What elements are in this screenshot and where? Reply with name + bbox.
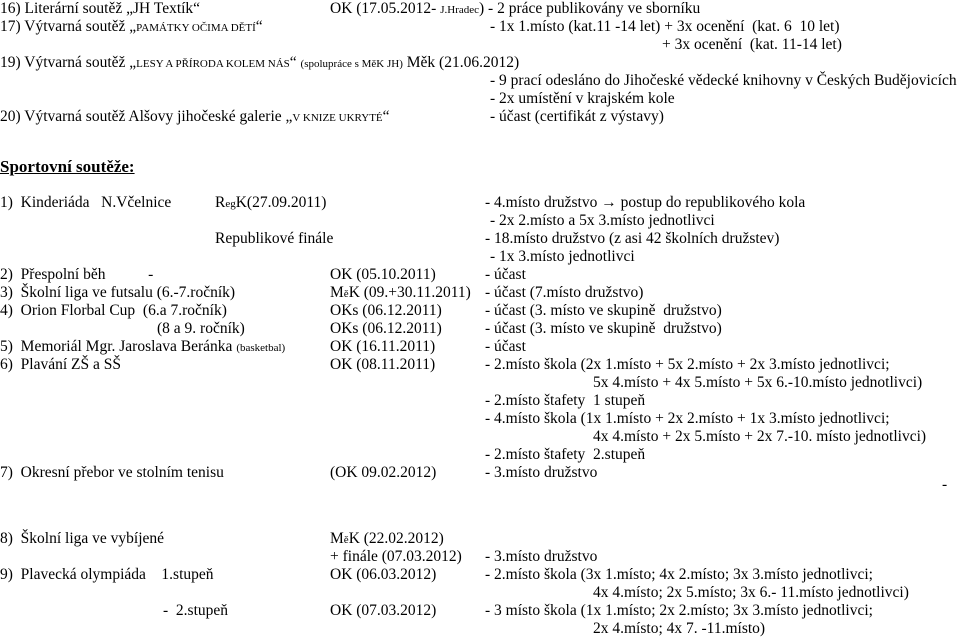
text-segment: “ [255,18,263,35]
text-line-s3-right [485,284,643,302]
text-line-s9-mid [330,566,436,584]
text-line-s1-mid [215,194,326,213]
text-line-s1-right1 [485,194,805,212]
text-segment: + finále (07.03.2012) [330,548,462,565]
text-segment: - 3 místo škola (1x 1.místo; 2x 2.místo; 3x 3.místo jednotlivci; [485,602,873,619]
text-segment: LESY A PŘÍRODA KOLEM NÁS [136,58,290,70]
text-line-l20-left [0,108,390,127]
text-segment: OKs (06.12.2011) [330,302,442,319]
text-segment: OK (06.03.2012) [330,566,437,583]
text-segment: 16) Literární soutěž „JH Textík“ [0,0,201,17]
text-segment: ) - 2 práce publikovány ve sborníku [479,0,701,17]
text-segment: OK (16.11.2011) [330,338,436,355]
text-line-s7-mid [330,464,436,482]
text-line-s9-left [0,566,214,584]
text-line-s6-right6 [485,446,645,464]
text-segment: 2x 4.místo; 4x 7. -11.místo) [593,620,766,637]
text-line-l19-right1 [490,72,957,90]
text-segment: - 4.místo škola (1x 1.místo + 2x 2.místo + 1x 3.místo jednotlivci; [485,410,890,427]
text-segment: OK (08.11.2011) [330,356,436,373]
text-line-s4b-mid [330,320,442,338]
text-line-s1-right2 [490,212,715,230]
text-segment: 1) Kinderiáda N.Včelnice [0,194,172,211]
text-line-s6-right3 [485,392,645,410]
text-line-s6-right4 [485,410,890,428]
text-segment: - účast (3. místo ve skupině družstvo) [485,320,722,337]
text-line-l17-right [490,18,840,36]
text-segment: V KNIZE UKRYTÉ [292,112,383,124]
text-line-s3-mid [330,284,471,303]
text-segment: 9) Plavecká olympiáda 1.stupeň [0,566,214,583]
text-segment: 4x 4.místo + 2x 5.místo + 2x 7.-10. místo jednotlivci) [593,428,927,445]
text-line-s4-mid [330,302,442,320]
text-segment: 6) Plavání ZŠ a SŠ [0,356,121,373]
text-segment: - 2.místo štafety 2.stupeň [485,446,646,463]
text-segment: - 9 prací odesláno do Jihočeské vědecké knihovny v Českých Budějovicích [490,72,957,89]
text-segment: K (22.02.2012) [348,530,444,547]
text-segment: ě [343,288,349,300]
text-line-s6-right5 [593,428,926,446]
text-segment: - 1x 1.místo (kat.11 -14 let) + 3x ocenění (kat. 6 10 let) [490,18,840,35]
text-line-s5-right [485,338,526,356]
text-line-l20-right [490,108,664,126]
text-line-s9b-right2 [593,620,765,638]
text-segment: - 3.místo družstvo [485,464,598,481]
text-segment: - účast [485,266,526,283]
text-line-s1-right3 [485,230,779,248]
text-segment: ě [343,534,349,546]
text-segment: + 3x ocenění (kat. 11-14 let) [662,36,842,53]
text-line-s7-left [0,464,224,482]
text-segment: - [942,476,948,493]
text-segment: 17) Výtvarná soutěž „ [0,18,137,35]
text-segment: Republikové finále [215,230,334,247]
text-line-l17-left [0,18,263,37]
text-segment: - 2.místo škola (2x 1.místo + 5x 2.místo + 2x 3.místo jednotlivci; [485,356,890,373]
text-line-l19-left [0,54,519,73]
text-segment: - 2.místo štafety 1 stupeň [485,392,646,409]
text-line-l16-mid [330,0,700,19]
text-segment: K (09.+30.11.2011) [348,284,471,301]
text-line-s2-left [0,266,153,284]
text-line-s7-dash [942,476,947,494]
text-line-s1-mid2 [215,230,333,248]
text-segment: 19) Výtvarná soutěž „ [0,54,137,71]
text-segment: Měk (21.06.2012) [402,54,520,71]
text-segment: OKs (06.12.2011) [330,320,442,337]
text-segment: K(27.09.2011) [235,194,327,211]
text-line-s9-right2 [593,584,909,602]
text-line-s9-right1 [485,566,873,584]
text-segment: 4x 4.místo; 2x 5.místo; 3x 6.- 11.místo jednotlivci) [593,584,909,601]
text-line-s4-right [485,302,722,320]
text-segment: OK (05.10.2011) [330,266,436,283]
text-segment: 4) Orion Florbal Cup (6.a 7.ročník) [0,302,227,319]
text-segment: - 2.místo škola (3x 1.místo; 4x 2.místo; 3x 3.místo jednotlivci; [485,566,873,583]
text-line-s4-left [0,302,227,320]
text-line-s2-right [485,266,526,284]
text-line-s9b-left [163,602,228,620]
text-line-s4b-right [485,320,722,338]
text-segment: 20) Výtvarná soutěž Alšovy jihočeské galerie „ [0,108,293,125]
text-segment: - 4.místo družstvo → postup do republikového kola [485,194,806,211]
text-segment: - 2x umístění v krajském kole [490,90,675,107]
text-line-s8-right [485,548,597,566]
text-segment: 5x 4.místo + 4x 5.místo + 5x 6.-10.místo jednotlivci) [593,374,923,391]
text-segment: (basketbal) [236,342,286,354]
text-line-s9b-mid [330,602,436,620]
text-line-s7-right [485,464,597,482]
text-segment: - 18.místo družstvo (z asi 42 školních družstev) [485,230,780,247]
section-heading [0,158,135,176]
text-line-s8-mid2 [330,548,462,566]
text-line-s8-mid1 [330,530,444,549]
text-segment: M [330,284,344,301]
text-segment: - 2x 2.místo a 5x 3.místo jednotlivci [490,212,715,229]
text-line-l16-left [0,0,200,18]
text-segment: - účast (7.místo družstvo) [485,284,644,301]
text-line-s6-right2 [593,374,922,392]
text-segment: 8) Školní liga ve vybíjené [0,530,165,547]
text-segment: 3) Školní liga ve futsalu (6.-7.ročník) [0,284,236,301]
text-line-s5-left [0,338,285,357]
text-segment: 5) Memoriál Mgr. Jaroslava Beránka [0,338,237,355]
text-segment: “ [289,54,301,71]
text-line-s2-mid [330,266,436,284]
text-segment: (spolupráce s MěK JH) [300,58,403,70]
text-line-l17-right2 [662,36,842,54]
text-segment: - účast [485,338,526,355]
text-segment: - 1x 3.místo jednotlivci [490,248,635,265]
text-segment: 2) Přespolní běh - [0,266,154,283]
text-segment: OK (17.05.2012- [330,0,441,17]
text-segment: R [215,194,226,211]
text-line-s1-left [0,194,171,212]
text-segment: - účast (3. místo ve skupině družstvo) [485,302,722,319]
text-segment: “ [382,108,390,125]
text-line-s5-mid [330,338,435,356]
text-segment: (OK 09.02.2012) [330,464,437,481]
text-segment: M [330,530,344,547]
text-line-s3-left [0,284,235,302]
text-line-l19-right2 [490,90,675,108]
text-segment: (8 a 9. ročník) [157,320,245,337]
text-segment: 7) Okresní přebor ve stolním tenisu [0,464,224,481]
text-line-s4b-left [157,320,245,338]
text-line-s9b-right1 [485,602,873,620]
text-line-s1-right4 [490,248,635,266]
text-segment: Sportovní soutěže: [0,157,135,176]
text-line-s6-left [0,356,121,374]
text-segment: J.Hradec [440,4,480,16]
text-segment: eg [225,198,236,210]
text-segment: - 2.stupeň [163,602,229,619]
text-segment: - účast (certifikát z výstavy) [490,108,664,125]
text-line-s8-left [0,530,164,548]
text-line-s6-right1 [485,356,890,374]
text-segment: PAMÁTKY OČIMA DĚTÍ [136,22,256,34]
text-segment: OK (07.03.2012) [330,602,437,619]
text-segment: - 3.místo družstvo [485,548,598,565]
text-line-s6-mid [330,356,435,374]
